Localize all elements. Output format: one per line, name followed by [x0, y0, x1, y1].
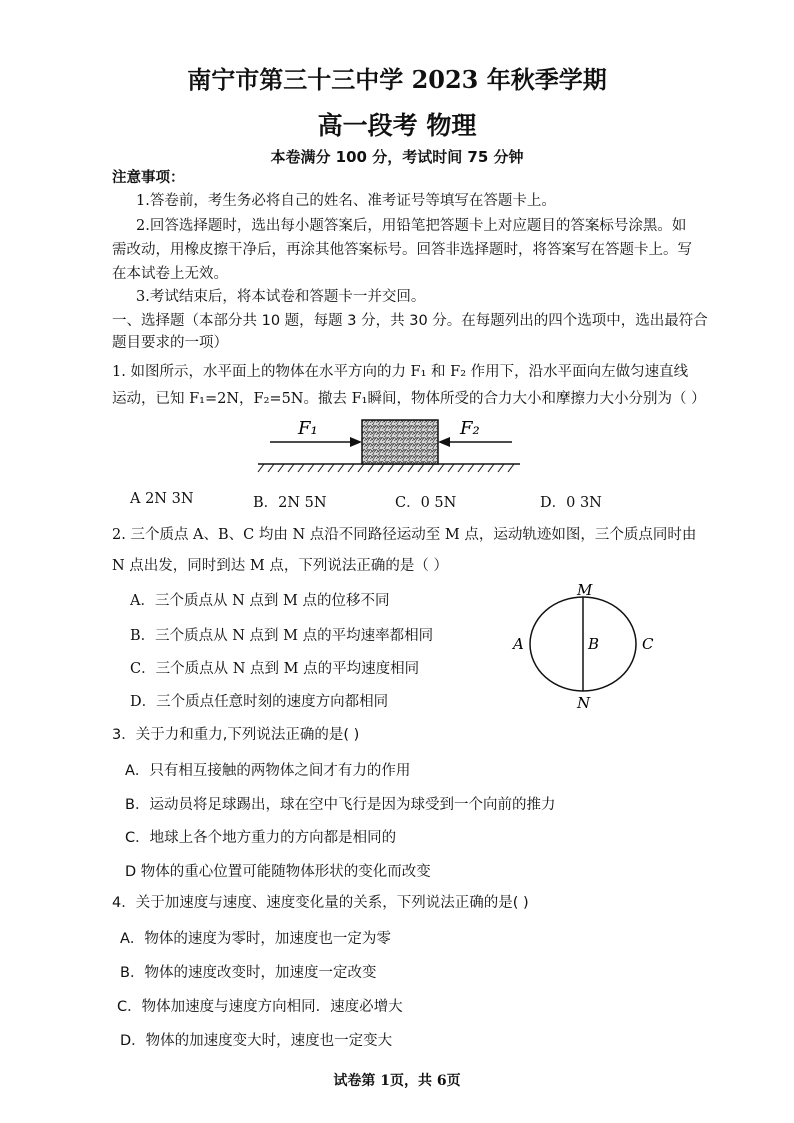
page-footer: 试卷第 1页，共 6页: [333, 1073, 461, 1089]
q1-stem-line-2: 运动，已知 F₁=2N，F₂=5N。撤去 F₁瞬间，物体所受的合力大小和摩擦力大小分别为（ ）: [112, 391, 706, 407]
q3-stem: 3．关于力和重力,下列说法正确的是( ): [112, 727, 360, 743]
q1-option-b: B．2N 5N: [253, 495, 327, 511]
path-b-label: B: [588, 635, 600, 653]
notes-item-1: 1.答卷前，考生务必将自己的姓名、准考证号等填写在答题卡上。: [136, 193, 556, 209]
notes-heading: 注意事项：: [112, 169, 185, 186]
q4-option-b: B．物体的速度改变时，加速度一定改变: [120, 965, 377, 981]
point-m-label: M: [577, 583, 593, 599]
q1-option-c: C．0 5N: [395, 495, 457, 511]
score-info: 本卷满分 100 分，考试时间 75 分钟: [270, 148, 524, 166]
notes-item-2-line-1: 2.回答选择题时，选出每小题答案后，用铅笔把答题卡上对应题目的答案标号涂黑。如: [136, 218, 687, 234]
q1-block-force-figure: [250, 412, 540, 478]
q4-stem: 4．关于加速度与速度、速度变化量的关系，下列说法正确的是( ): [112, 895, 529, 911]
f2-arrowhead: [438, 437, 450, 447]
notes-item-2-line-2: 需改动，用橡皮擦干净后，再涂其他答案标号。回答非选择题时，将答案写在答题卡上。写: [112, 242, 692, 258]
q1-stem-line-1: 1. 如图所示，水平面上的物体在水平方向的力 F₁ 和 F₂ 作用下，沿水平面向左做匀速直线: [112, 364, 689, 380]
notes-item-2-line-3: 在本试卷上无效。: [112, 266, 228, 282]
q3-option-b: B．运动员将足球踢出，球在空中飞行是因为球受到一个向前的推力: [125, 797, 556, 813]
exam-title: 高一段考 物理: [317, 111, 477, 140]
q4-option-d: D．物体的加速度变大时，速度也一定变大: [120, 1033, 393, 1049]
path-c-label: C: [642, 635, 654, 653]
q4-option-c: C．物体加速度与速度方向相同．速度必增大: [117, 999, 403, 1015]
q3-option-a: A．只有相互接触的两物体之间才有力的作用: [125, 763, 411, 779]
school-title: 南宁市第三十三中学 2023 年秋季学期: [187, 65, 607, 94]
q2-trajectory-figure: [505, 583, 660, 713]
q3-option-d: D 物体的重心位置可能随物体形状的变化而改变: [125, 864, 431, 880]
q3-option-c: C．地球上各个地方重力的方向都是相同的: [125, 830, 397, 846]
q2-option-b: B．三个质点从 N 点到 M 点的平均速率都相同: [130, 628, 434, 644]
notes-item-3: 3.考试结束后，将本试卷和答题卡一并交回。: [136, 289, 426, 305]
q1-option-a: A 2N 3N: [130, 491, 194, 507]
f2-label: F₂: [460, 418, 480, 439]
q4-option-a: A．物体的速度为零时，加速度也一定为零: [120, 931, 391, 947]
q2-option-d: D．三个质点任意时刻的速度方向都相同: [130, 694, 389, 710]
ground-hatching: [258, 464, 514, 472]
f1-arrowhead: [350, 437, 362, 447]
path-a-label: A: [513, 635, 524, 653]
q2-stem-line-2: N 点出发，同时到达 M 点，下列说法正确的是（ ）: [112, 558, 448, 574]
q2-stem-line-1: 2. 三个质点 A、B、C 均由 N 点沿不同路径运动至 M 点，运动轨迹如图，三个质点同时由: [112, 527, 697, 543]
q1-option-d: D．0 3N: [540, 495, 602, 511]
q2-option-c: C．三个质点从 N 点到 M 点的平均速度相同: [130, 661, 420, 677]
section-1-heading-line-1: 一、选择题（本部分共 10 题，每题 3 分，共 30 分。在每题列出的四个选项中，选出最符合: [112, 313, 708, 329]
f1-label: F₁: [298, 418, 318, 439]
block: [362, 420, 438, 464]
q2-option-a: A．三个质点从 N 点到 M 点的位移不同: [130, 593, 390, 609]
section-1-heading-line-2: 题目要求的一项）: [112, 335, 228, 351]
point-n-label: N: [577, 694, 591, 712]
